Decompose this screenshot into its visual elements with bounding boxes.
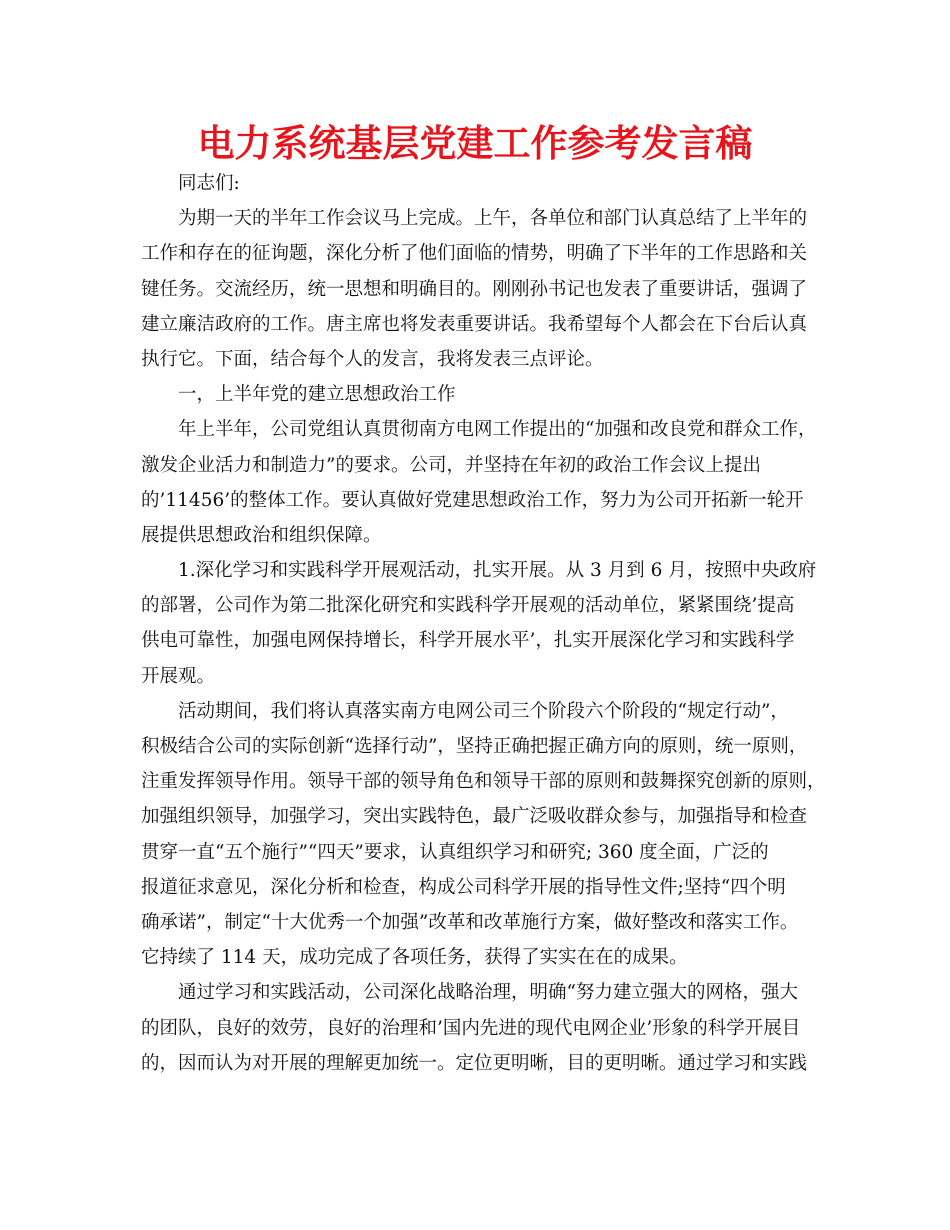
text-line: 供电可靠性，加强电网保持增长，科学开展水平’，扎实开展深化学习和实践科学 — [141, 630, 795, 652]
text-line: 一，上半年党的建立思想政治工作 — [178, 384, 456, 406]
text-line: 活动期间，我们将认真落实南方电网公司三个阶段六个阶段的“规定行动”， — [178, 700, 789, 722]
text-line: 确承诺”，制定“十大优秀一个加强”改革和改革施行方案，做好整改和落实工作。 — [141, 911, 799, 933]
text-line: 积极结合公司的实际创新“选择行动”，坚持正确把握正确方向的原则，统一原则， — [141, 736, 808, 757]
text-line: 加强组织领导，加强学习，突出实践特色，最广泛吸收群众参与，加强指导和检查 — [141, 806, 808, 828]
text-line: 开展观。 — [141, 665, 216, 687]
text-line: 键任务。交流经历，统一思想和明确目的。刚刚孙书记也发表了重要讲话，强调了 — [141, 278, 808, 300]
text-line: 报道征求意见，深化分析和检查，构成公司科学开展的指导性文件;坚持“四个明 — [141, 876, 786, 898]
document-body — [141, 166, 826, 1081]
text-line: 它持续了 114 天，成功完成了各项任务，获得了实实在在的成果。 — [141, 947, 688, 969]
text-line: 建立廉洁政府的工作。唐主席也将发表重要讲话。我希望每个人都会在下台后认真 — [141, 313, 808, 335]
document-title: 电力系统基层党建工作参考发言稿 — [197, 122, 753, 165]
text-line: 工作和存在的征询题，深化分析了他们面临的情势，明确了下半年的工作思路和关 — [141, 243, 808, 265]
text-line: 注重发挥领导作用。领导干部的领导角色和领导干部的原则和鼓舞探究创新的原则， — [141, 771, 826, 793]
text-line: 的’11456’的整体工作。要认真做好党建思想政治工作，努力为公司开拓新一轮开 — [141, 489, 804, 511]
text-line: 的团队，良好的效劳，良好的治理和’国内先进的现代电网企业’形象的科学开展目 — [141, 1017, 801, 1039]
text-line: 通过学习和实践活动，公司深化战略治理，明确“努力建立强大的网格，强大 — [178, 982, 798, 1004]
text-line: 贯穿一直“五个施行”“四天”要求，认真组织学习和研究; 360 度全面，广泛的 — [141, 841, 769, 863]
text-line: 同志们: — [178, 173, 240, 194]
text-line: 1.深化学习和实践科学开展观活动，扎实开展。从 3 月到 6 月，按照中央政府 — [178, 560, 817, 582]
text-line: 展提供思想政治和组织保障。 — [141, 524, 382, 546]
text-line: 激发企业活力和制造力”的要求。公司，并坚持在年初的政治工作会议上提出 — [141, 454, 761, 476]
text-line: 执行它。下面，结合每个人的发言，我将发表三点评论。 — [141, 348, 604, 370]
text-line: 的，因而认为对开展的理解更加统一。定位更明晰，目的更明晰。通过学习和实践 — [141, 1052, 808, 1074]
text-line: 的部署，公司作为第二批深化研究和实践科学开展观的活动单位，紧紧围绕’提高 — [141, 595, 795, 617]
text-line: 年上半年，公司党组认真贯彻南方电网工作提出的“加强和改良党和群众工作， — [178, 419, 817, 441]
text-line: 为期一天的半年工作会议马上完成。上午，各单位和部门认真总结了上半年的 — [178, 208, 808, 230]
